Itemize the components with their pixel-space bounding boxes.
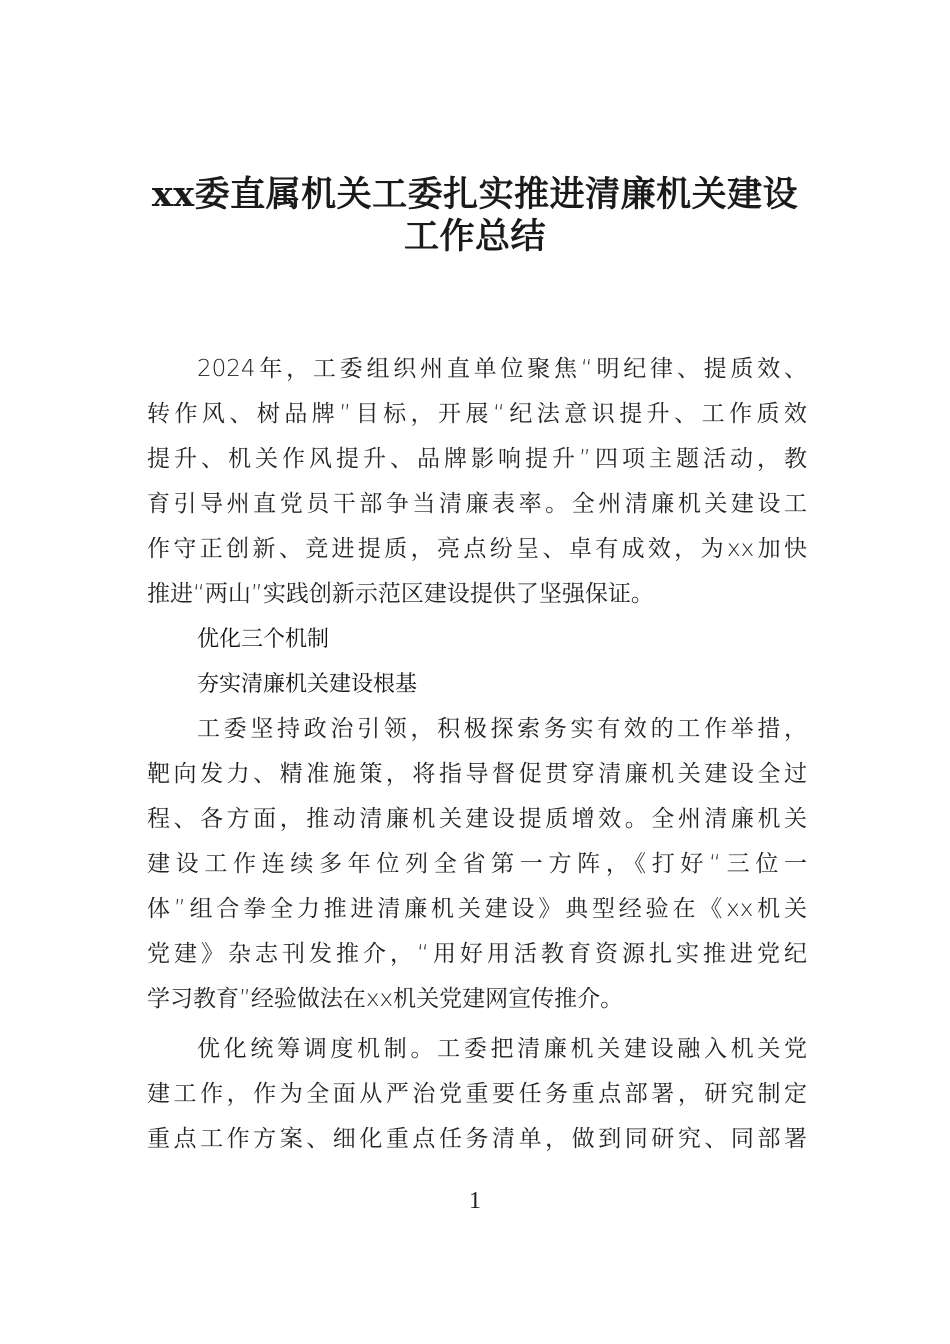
text-line: 靶向发力、精准施策，将指导督促贯穿清廉机关建设全过 — [147, 761, 807, 787]
text-line: 体”组合拳全力推进清廉机关建设》典型经验在《xx机关 — [147, 896, 807, 922]
document-title-line-1: xx委直属机关工委扎实推进清廉机关建设 — [151, 174, 799, 215]
text-line: 学习教育”经验做法在xx机关党建网宣传推介。 — [147, 986, 624, 1012]
text-line: 程、各方面，推动清廉机关建设提质增效。全州清廉机关 — [147, 806, 807, 832]
text-line: 育引导州直党员干部争当清廉表率。全州清廉机关建设工 — [147, 491, 807, 517]
text-line: 提升、机关作风提升、品牌影响提升”四项主题活动，教 — [147, 446, 807, 472]
text-line: 建工作，作为全面从严治党重要任务重点部署，研究制定 — [147, 1081, 807, 1107]
paragraph-coordination-mechanism — [147, 1027, 807, 1162]
paragraph-section-intro — [147, 707, 807, 1022]
text-line: 作守正创新、竞进提质，亮点纷呈、卓有成效，为xx加快 — [147, 536, 807, 562]
document-body — [147, 347, 807, 1162]
text-line: 优化统筹调度机制。工委把清廉机关建设融入机关党 — [197, 1036, 807, 1062]
text-line: 建设工作连续多年位列全省第一方阵，《打好“三位一 — [147, 851, 807, 877]
page-number: 1 — [469, 1188, 481, 1214]
text-line: 工委坚持政治引领，积极探索务实有效的工作举措， — [197, 716, 807, 742]
text-line: 2024年，工委组织州直单位聚焦“明纪律、提质效、 — [197, 356, 807, 382]
section-heading: 优化三个机制 — [197, 627, 330, 652]
text-line: 推进“两山”实践创新示范区建设提供了坚强保证。 — [147, 581, 654, 607]
text-line: 党建》杂志刊发推介，“用好用活教育资源扎实推进党纪 — [147, 941, 807, 967]
document-title-line-2: 工作总结 — [403, 216, 546, 257]
text-line: 重点工作方案、细化重点任务清单，做到同研究、同部署 — [147, 1126, 807, 1152]
paragraph-intro — [147, 347, 807, 617]
text-line: 转作风、树品牌”目标，开展“纪法意识提升、工作质效 — [147, 401, 807, 427]
section-subheading: 夯实清廉机关建设根基 — [197, 672, 418, 697]
